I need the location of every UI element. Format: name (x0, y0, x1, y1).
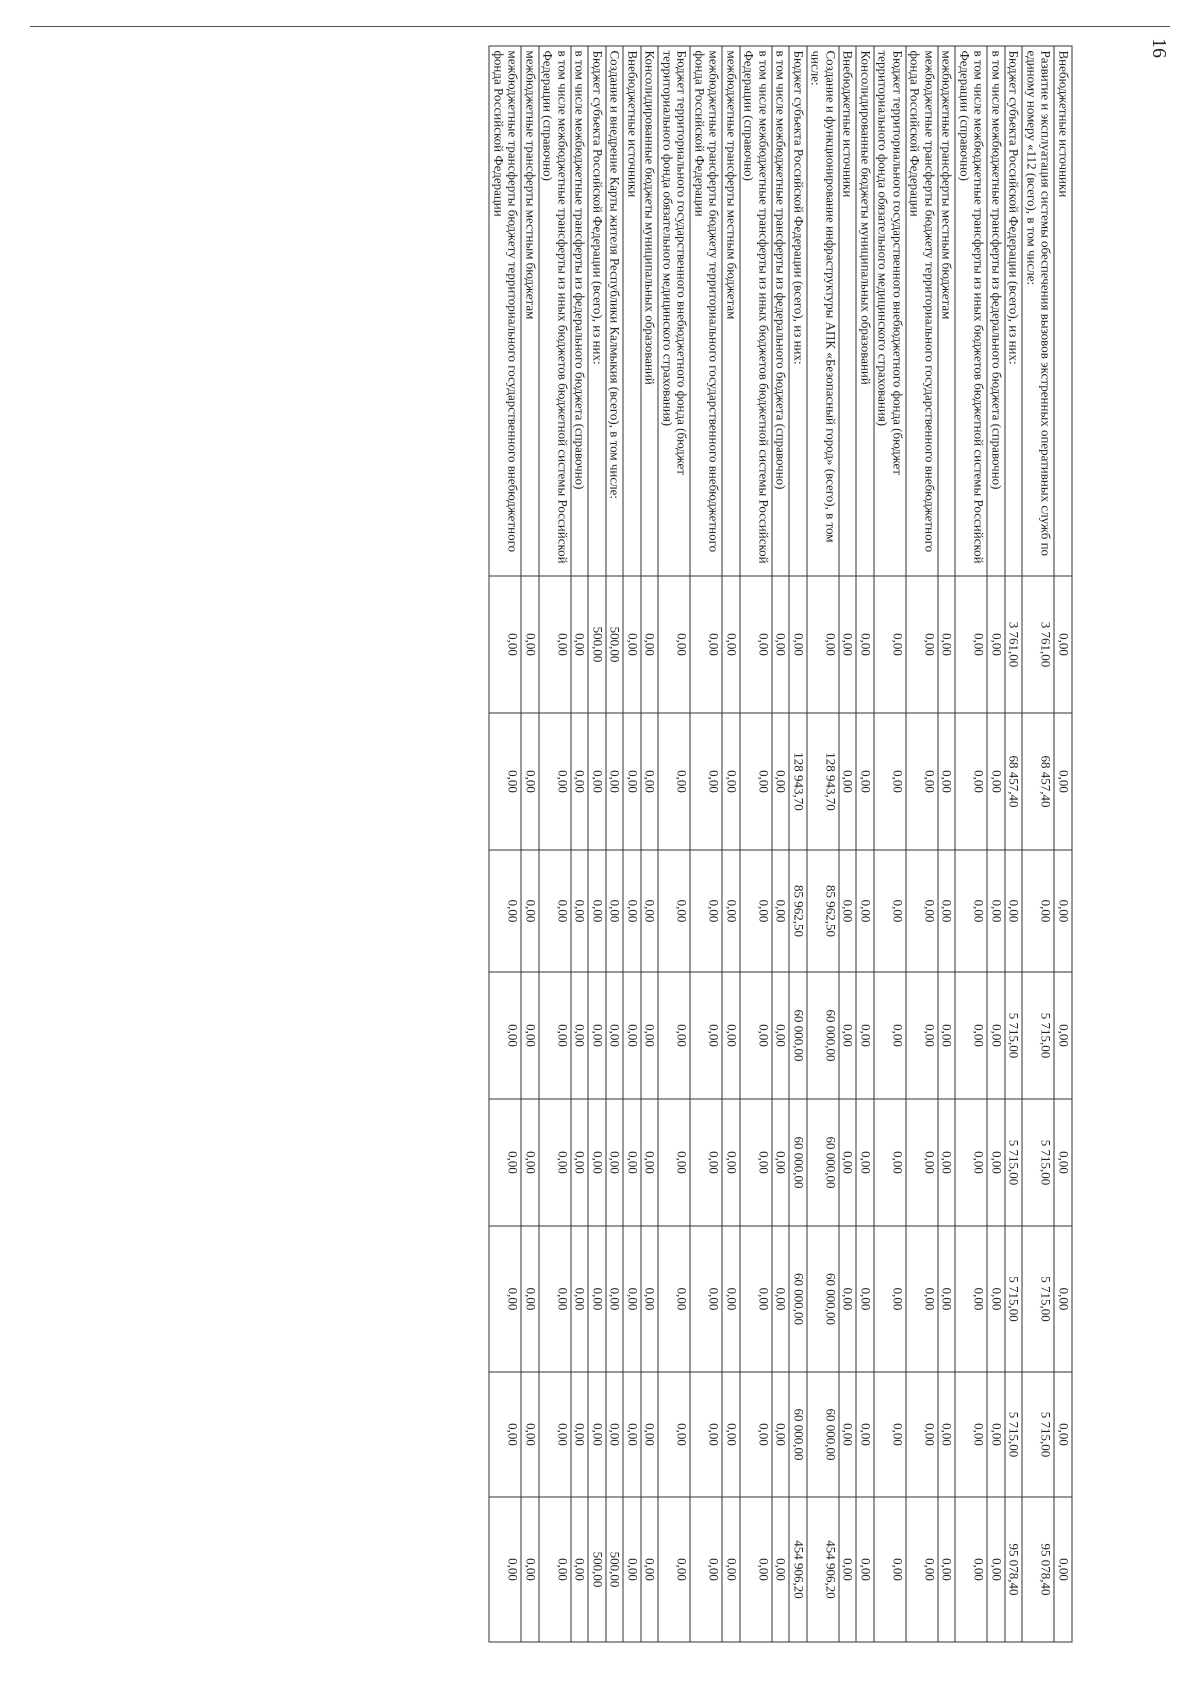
value-cell: 0,00 (723, 1372, 741, 1497)
value-cell: 0,00 (641, 972, 659, 1099)
value-cell: 0,00 (874, 1372, 906, 1497)
row-label: межбюджетные трансферты местным бюджетам (522, 46, 540, 576)
value-cell: 0,00 (571, 1099, 589, 1226)
value-cell: 0,00 (839, 1497, 857, 1642)
value-cell: 0,00 (624, 713, 642, 850)
value-cell: 5 715,00 (1005, 1099, 1023, 1226)
table-row (571, 46, 589, 1642)
value-cell: 85 962,50 (790, 850, 808, 972)
value-cell: 0,00 (956, 713, 988, 850)
value-cell: 0,00 (988, 1099, 1006, 1226)
row-label: Бюджет территориального государственного внебюджетного фонда (бюджет территориального фонда обязательного медицинского страхования) (874, 46, 906, 576)
value-cell: 95 078,40 (1023, 1497, 1055, 1642)
row-label: Создание и функционирование инфраструктуры АПК «Безопасный город» (всего), в том числе: (807, 46, 839, 576)
value-cell: 0,00 (723, 1497, 741, 1642)
value-cell: 0,00 (659, 713, 691, 850)
row-label: Бюджет субъекта Российской Федерации (всего), из них: (589, 46, 607, 576)
value-cell: 0,00 (624, 576, 642, 713)
value-cell: 0,00 (740, 1372, 772, 1497)
row-label: в том числе межбюджетные трансферты из федерального бюджета (справочно) (988, 46, 1006, 576)
value-cell: 0,00 (490, 1372, 522, 1497)
value-cell: 0,00 (1055, 1099, 1073, 1226)
value-cell: 0,00 (857, 576, 875, 713)
value-cell: 0,00 (938, 1099, 956, 1226)
value-cell: 0,00 (490, 576, 522, 713)
table-row (691, 46, 723, 1642)
value-cell: 0,00 (571, 850, 589, 972)
value-cell: 0,00 (641, 576, 659, 713)
table-row (874, 46, 906, 1642)
value-cell: 0,00 (1055, 576, 1073, 713)
value-cell: 0,00 (589, 972, 607, 1099)
value-cell: 5 715,00 (1005, 1372, 1023, 1497)
row-label: в том числе межбюджетные трансферты из иных бюджетов бюджетной системы Российской Федерации (справочно) (740, 46, 772, 576)
row-label: Внебюджетные источники (1055, 46, 1073, 576)
row-label: Бюджет территориального государственного внебюджетного фонда (бюджет территориального фонда обязательного медицинского страхования) (659, 46, 691, 576)
value-cell: 0,00 (874, 850, 906, 972)
value-cell: 0,00 (691, 972, 723, 1099)
value-cell: 128 943,70 (790, 713, 808, 850)
value-cell: 0,00 (659, 576, 691, 713)
value-cell: 0,00 (874, 576, 906, 713)
row-label: в том числе межбюджетные трансферты из иных бюджетов бюджетной системы Российской Федерации (справочно) (539, 46, 571, 576)
value-cell: 0,00 (522, 1372, 540, 1497)
value-cell: 0,00 (641, 1497, 659, 1642)
value-cell: 0,00 (522, 576, 540, 713)
value-cell: 0,00 (857, 1099, 875, 1226)
value-cell: 5 715,00 (1023, 1372, 1055, 1497)
table-body (490, 46, 1073, 1642)
value-cell: 60 000,00 (790, 1099, 808, 1226)
value-cell: 60 000,00 (807, 1226, 839, 1372)
value-cell: 0,00 (723, 1099, 741, 1226)
value-cell: 0,00 (988, 1226, 1006, 1372)
table-row (1055, 46, 1073, 1642)
value-cell: 0,00 (522, 1099, 540, 1226)
table-row (1023, 46, 1055, 1642)
value-cell: 5 715,00 (1005, 972, 1023, 1099)
table-row (723, 46, 741, 1642)
value-cell: 0,00 (641, 1099, 659, 1226)
value-cell: 0,00 (1005, 850, 1023, 972)
value-cell: 0,00 (539, 1372, 571, 1497)
value-cell: 60 000,00 (790, 1372, 808, 1497)
value-cell: 0,00 (606, 1099, 624, 1226)
value-cell: 0,00 (938, 1372, 956, 1497)
row-label: Создание и внедрение Карты жителя Республики Калмыкия (всего), в том числе: (606, 46, 624, 576)
value-cell: 0,00 (807, 576, 839, 713)
value-cell: 0,00 (490, 713, 522, 850)
value-cell: 0,00 (956, 850, 988, 972)
value-cell: 0,00 (1055, 713, 1073, 850)
table-row (659, 46, 691, 1642)
value-cell: 0,00 (659, 972, 691, 1099)
value-cell: 0,00 (906, 1099, 938, 1226)
table-row (490, 46, 522, 1642)
value-cell: 0,00 (839, 713, 857, 850)
value-cell: 0,00 (839, 1099, 857, 1226)
value-cell: 0,00 (490, 972, 522, 1099)
table-row (988, 46, 1006, 1642)
value-cell: 500,00 (606, 1497, 624, 1642)
value-cell: 0,00 (988, 713, 1006, 850)
value-cell: 0,00 (938, 576, 956, 713)
value-cell: 0,00 (938, 972, 956, 1099)
value-cell: 60 000,00 (807, 1099, 839, 1226)
value-cell: 0,00 (988, 850, 1006, 972)
value-cell: 0,00 (740, 972, 772, 1099)
value-cell: 0,00 (606, 713, 624, 850)
value-cell: 0,00 (906, 1226, 938, 1372)
value-cell: 0,00 (906, 576, 938, 713)
value-cell: 0,00 (874, 713, 906, 850)
value-cell: 0,00 (606, 850, 624, 972)
value-cell: 0,00 (659, 1372, 691, 1497)
table-row (1005, 46, 1023, 1642)
value-cell: 5 715,00 (1023, 1099, 1055, 1226)
value-cell: 0,00 (988, 972, 1006, 1099)
value-cell: 0,00 (1055, 1226, 1073, 1372)
value-cell: 85 962,50 (807, 850, 839, 972)
row-label: Развитие и эксплуатация системы обеспечения вызовов экстренных оперативных служб по единому номеру «112 (всего), в том числе: (1023, 46, 1055, 576)
value-cell: 0,00 (490, 1497, 522, 1642)
value-cell: 0,00 (874, 1497, 906, 1642)
value-cell: 0,00 (740, 850, 772, 972)
value-cell: 0,00 (857, 972, 875, 1099)
value-cell: 0,00 (839, 850, 857, 972)
value-cell: 0,00 (839, 1226, 857, 1372)
table-row (790, 46, 808, 1642)
value-cell: 60 000,00 (807, 972, 839, 1099)
value-cell: 0,00 (740, 576, 772, 713)
value-cell: 60 000,00 (790, 972, 808, 1099)
value-cell: 0,00 (522, 1226, 540, 1372)
value-cell: 0,00 (1055, 1497, 1073, 1642)
value-cell: 0,00 (723, 972, 741, 1099)
value-cell: 0,00 (571, 576, 589, 713)
value-cell: 0,00 (740, 1099, 772, 1226)
value-cell: 5 715,00 (1023, 1226, 1055, 1372)
value-cell: 0,00 (571, 972, 589, 1099)
value-cell: 0,00 (956, 1226, 988, 1372)
value-cell: 0,00 (874, 972, 906, 1099)
value-cell: 0,00 (906, 1372, 938, 1497)
value-cell: 0,00 (906, 850, 938, 972)
row-label: межбюджетные трансферты бюджету территориального государственного внебюджетного фонда Российской Федерации (691, 46, 723, 576)
value-cell: 0,00 (691, 576, 723, 713)
value-cell: 95 078,40 (1005, 1497, 1023, 1642)
value-cell: 500,00 (589, 1497, 607, 1642)
value-cell: 0,00 (740, 1497, 772, 1642)
value-cell: 500,00 (589, 576, 607, 713)
value-cell: 0,00 (857, 1226, 875, 1372)
value-cell: 0,00 (624, 1497, 642, 1642)
value-cell: 0,00 (589, 1099, 607, 1226)
value-cell: 0,00 (539, 850, 571, 972)
value-cell: 0,00 (857, 713, 875, 850)
value-cell: 0,00 (839, 972, 857, 1099)
value-cell: 0,00 (522, 972, 540, 1099)
table-row (624, 46, 642, 1642)
row-label: в том числе межбюджетные трансферты из федерального бюджета (справочно) (772, 46, 790, 576)
value-cell: 0,00 (606, 972, 624, 1099)
table-row (807, 46, 839, 1642)
value-cell: 0,00 (772, 972, 790, 1099)
value-cell: 0,00 (772, 576, 790, 713)
value-cell: 0,00 (539, 1226, 571, 1372)
value-cell: 0,00 (772, 1372, 790, 1497)
row-label: Консолидированные бюджеты муниципальных образований (641, 46, 659, 576)
page-number: 16 (1148, 38, 1170, 58)
value-cell: 128 943,70 (807, 713, 839, 850)
value-cell: 454 906,20 (807, 1497, 839, 1642)
top-rule (30, 26, 1170, 27)
value-cell: 0,00 (571, 1226, 589, 1372)
value-cell: 0,00 (956, 972, 988, 1099)
value-cell: 0,00 (772, 850, 790, 972)
value-cell: 0,00 (740, 1226, 772, 1372)
value-cell: 0,00 (589, 713, 607, 850)
value-cell: 0,00 (1055, 1372, 1073, 1497)
value-cell: 0,00 (938, 850, 956, 972)
row-label: Бюджет субъекта Российской Федерации (всего), из них: (1005, 46, 1023, 576)
value-cell: 0,00 (589, 1372, 607, 1497)
value-cell: 0,00 (1055, 850, 1073, 972)
value-cell: 0,00 (571, 1372, 589, 1497)
value-cell: 0,00 (539, 576, 571, 713)
value-cell: 0,00 (691, 1099, 723, 1226)
row-label: Бюджет субъекта Российской Федерации (всего), из них: (790, 46, 808, 576)
value-cell: 0,00 (839, 576, 857, 713)
value-cell: 0,00 (641, 850, 659, 972)
value-cell: 0,00 (606, 1226, 624, 1372)
value-cell: 0,00 (906, 1497, 938, 1642)
value-cell: 0,00 (772, 1099, 790, 1226)
value-cell: 0,00 (624, 1099, 642, 1226)
value-cell: 0,00 (839, 1372, 857, 1497)
table-row (772, 46, 790, 1642)
value-cell: 0,00 (571, 1497, 589, 1642)
value-cell: 0,00 (906, 972, 938, 1099)
value-cell: 0,00 (874, 1099, 906, 1226)
table-row (956, 46, 988, 1642)
value-cell: 0,00 (641, 713, 659, 850)
value-cell: 0,00 (938, 1226, 956, 1372)
row-label: межбюджетные трансферты местным бюджетам (723, 46, 741, 576)
row-label: межбюджетные трансферты бюджету территориального государственного внебюджетного фонда Российской Федерации (490, 46, 522, 576)
value-cell: 0,00 (659, 1497, 691, 1642)
value-cell: 0,00 (522, 713, 540, 850)
value-cell: 454 906,20 (790, 1497, 808, 1642)
value-cell: 0,00 (956, 1099, 988, 1226)
value-cell: 0,00 (772, 1226, 790, 1372)
value-cell: 0,00 (1023, 850, 1055, 972)
value-cell: 0,00 (606, 1372, 624, 1497)
value-cell: 5 715,00 (1023, 972, 1055, 1099)
value-cell: 0,00 (1055, 972, 1073, 1099)
value-cell: 5 715,00 (1005, 1226, 1023, 1372)
value-cell: 0,00 (874, 1226, 906, 1372)
value-cell: 0,00 (522, 850, 540, 972)
value-cell: 0,00 (539, 1497, 571, 1642)
table-row (857, 46, 875, 1642)
table-row (641, 46, 659, 1642)
value-cell: 0,00 (956, 576, 988, 713)
value-cell: 0,00 (790, 576, 808, 713)
table-row (938, 46, 956, 1642)
value-cell: 0,00 (641, 1372, 659, 1497)
value-cell: 0,00 (691, 713, 723, 850)
value-cell: 0,00 (659, 850, 691, 972)
value-cell: 0,00 (772, 713, 790, 850)
value-cell: 0,00 (938, 1497, 956, 1642)
value-cell: 0,00 (988, 1497, 1006, 1642)
budget-table (489, 45, 1073, 1642)
value-cell: 0,00 (624, 850, 642, 972)
value-cell: 0,00 (857, 850, 875, 972)
value-cell: 0,00 (988, 576, 1006, 713)
value-cell: 0,00 (490, 1099, 522, 1226)
value-cell: 0,00 (723, 713, 741, 850)
rotated-page (118, 45, 1073, 1641)
value-cell: 0,00 (589, 1226, 607, 1372)
row-label: Внебюджетные источники (624, 46, 642, 576)
table-row (539, 46, 571, 1642)
value-cell: 0,00 (938, 713, 956, 850)
value-cell: 3 761,00 (1023, 576, 1055, 713)
value-cell: 0,00 (659, 1099, 691, 1226)
value-cell: 500,00 (606, 576, 624, 713)
table-row (589, 46, 607, 1642)
value-cell: 0,00 (691, 850, 723, 972)
table-row (606, 46, 624, 1642)
value-cell: 0,00 (723, 1226, 741, 1372)
value-cell: 0,00 (589, 850, 607, 972)
value-cell: 0,00 (624, 1372, 642, 1497)
value-cell: 0,00 (539, 713, 571, 850)
value-cell: 0,00 (539, 972, 571, 1099)
row-label: межбюджетные трансферты бюджету территориального государственного внебюджетного фонда Российской Федерации (906, 46, 938, 576)
value-cell: 0,00 (857, 1497, 875, 1642)
value-cell: 0,00 (522, 1497, 540, 1642)
table-row (522, 46, 540, 1642)
table-row (740, 46, 772, 1642)
value-cell: 3 761,00 (1005, 576, 1023, 713)
value-cell: 0,00 (490, 1226, 522, 1372)
value-cell: 60 000,00 (790, 1226, 808, 1372)
table-row (906, 46, 938, 1642)
value-cell: 0,00 (490, 850, 522, 972)
value-cell: 0,00 (624, 1226, 642, 1372)
value-cell: 0,00 (956, 1372, 988, 1497)
value-cell: 68 457,40 (1005, 713, 1023, 850)
value-cell: 0,00 (857, 1372, 875, 1497)
value-cell: 0,00 (988, 1372, 1006, 1497)
value-cell: 0,00 (691, 1372, 723, 1497)
row-label: в том числе межбюджетные трансферты из иных бюджетов бюджетной системы Российской Федерации (справочно) (956, 46, 988, 576)
value-cell: 0,00 (641, 1226, 659, 1372)
value-cell: 0,00 (906, 713, 938, 850)
value-cell: 0,00 (691, 1226, 723, 1372)
row-label: в том числе межбюджетные трансферты из федерального бюджета (справочно) (571, 46, 589, 576)
value-cell: 0,00 (571, 713, 589, 850)
value-cell: 60 000,00 (807, 1372, 839, 1497)
row-label: межбюджетные трансферты местным бюджетам (938, 46, 956, 576)
row-label: Внебюджетные источники (839, 46, 857, 576)
value-cell: 0,00 (723, 850, 741, 972)
value-cell: 0,00 (956, 1497, 988, 1642)
value-cell: 0,00 (691, 1497, 723, 1642)
value-cell: 0,00 (723, 576, 741, 713)
value-cell: 0,00 (624, 972, 642, 1099)
value-cell: 0,00 (659, 1226, 691, 1372)
value-cell: 0,00 (539, 1099, 571, 1226)
value-cell: 68 457,40 (1023, 713, 1055, 850)
table-row (839, 46, 857, 1642)
value-cell: 0,00 (740, 713, 772, 850)
row-label: Консолидированные бюджеты муниципальных образований (857, 46, 875, 576)
value-cell: 0,00 (772, 1497, 790, 1642)
